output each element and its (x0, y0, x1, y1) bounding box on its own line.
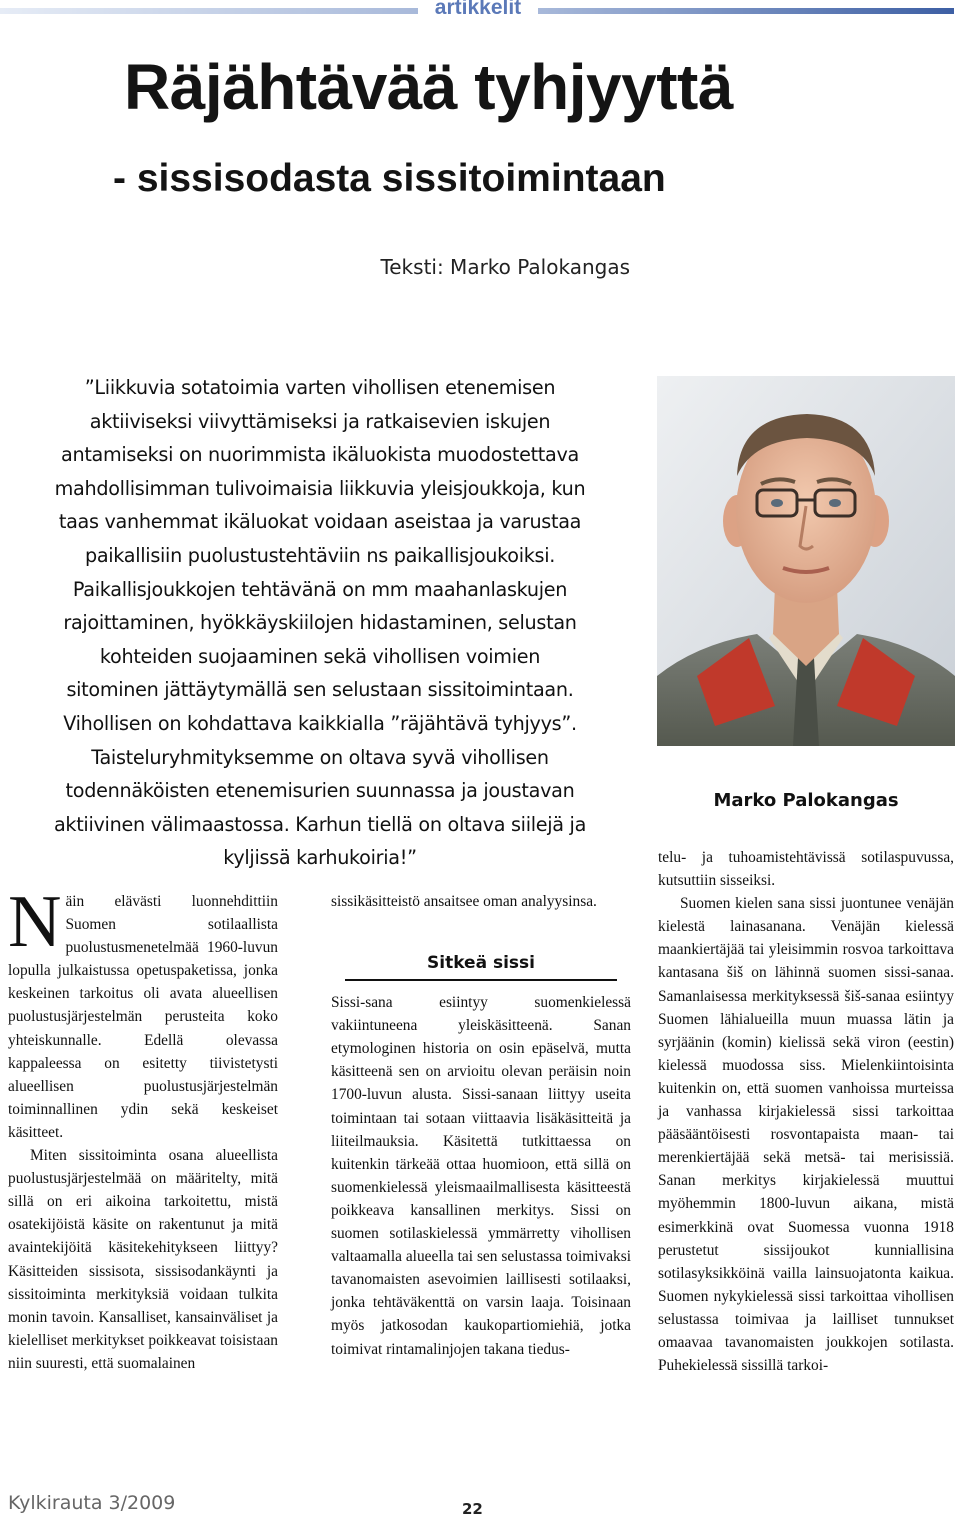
quote-line: aktiiviseksi viivyttämiseksi ja ratkaisevien iskujen (89, 409, 551, 433)
author-portrait (657, 376, 955, 746)
header-bar-right (538, 8, 954, 14)
quote-line: taas vanhemmat ikäluokat voidaan aseistaa ja varustaa (58, 510, 582, 534)
paragraph: telu- ja tuhoamistehtävissä sotilaspuvussa, kutsuttiin sisseiksi. (658, 849, 954, 890)
quote-line: sitominen jättäytymällä sen selustaan sissitoimintaan. (66, 678, 574, 702)
article-column-2 (331, 890, 631, 1361)
paragraph (8, 881, 278, 1144)
portrait-illustration (657, 376, 955, 746)
drop-cap: N (8, 881, 62, 963)
header-bar-left (0, 8, 418, 14)
publication-footer: Kylkirauta 3/2009 (8, 1492, 176, 1514)
paragraph: sissikäsitteistö ansaitsee oman analyysinsa. (331, 893, 597, 910)
page-number: 22 (462, 1500, 483, 1518)
pull-quote (20, 371, 620, 875)
section-label: artikkelit (434, 0, 522, 19)
quote-line: ”Liikkuvia sotatoimia varten vihollisen etenemisen (84, 376, 556, 399)
quote-line: kohteiden suojaaminen sekä vihollisen voimien (99, 644, 541, 668)
quote-line: mahdollisimman tulivoimaisia liikkuvia yleisjoukkoja, kun (54, 476, 586, 500)
article-subtitle: - sissisodasta sissitoimintaan (113, 157, 666, 200)
paragraph: Sissi-sana esiintyy suomenkielessä vakiintuneena yleiskäsitteenä. Sanan etymologinen historia on osin epäselvä, mutta käsitteenä sen on arvioitu olevan peräisin noin 1700-luvun alusta. Sissi-sanaan liittyy useita toimintaan tai sotaan viittaavia lisäkäsitteitä ja liiteilmauksia. Käsitettä tutkittaessa on kuitenkin tärkeää ottaa huomioon, että sillä on suomenkielessä yleismaailmallisesta käsitteestä poikkeava kansallinen merkitys. Sissi on suomen sotilaskielessä ymmärretty vihollisen valtaamalla alueella tai sen selustassa toimivaksi tavanomaisten asevoimien laillisesti sotilaaksi, jonka tehtäväkenttä on varsin laaja. Toisinaan myös jatkosodan kaukopartiomiehiä, jotka toimivat rintamalinjojen takana tiedus- (331, 994, 631, 1358)
heading-rule (345, 979, 617, 981)
article-column-1 (8, 881, 278, 1375)
quote-line: kyljissä karhukoiria!” (223, 846, 417, 870)
quote-line: todennäköisten etenemisurien suunnassa ja joustavan (65, 779, 575, 803)
photo-caption: Marko Palokangas (713, 790, 899, 811)
quote-line: Taisteluryhmityksemme on oltava syvä vihollisen (91, 745, 549, 769)
quote-line: rajoittaminen, hyökkäyskiilojen hidastaminen, selustan (63, 611, 577, 635)
quote-line: aktiivinen välimaastossa. Karhun tiellä on oltava siilejä ja (53, 812, 587, 836)
paragraph-text: äin elävästi luonnehdittiin Suomen sotilaallista puolustusmenetelmää 1960-luvun lopulla julkaistussa opetuspaketissa, jonka keskeinen tarkoitus oli avata alueellisen puolustusjärjestelmän perusteita koko yhteiskunnalle. Edellä olevassa kappaleessa on esitetty tiivistetysti alueellisen puolustusjärjestelmän toiminnallinen ydin sekä keskeiset käsitteet. (8, 893, 278, 1141)
section-heading: Sitkeä sissi (427, 953, 535, 974)
paragraph: Suomen kielen sana sissi juontunee venäjän kielestä lainasanana. Venäjän kielessä maankiertäjää tai yleisimmin rosvoa tarkoittava kantasana šiš on lähinnä suomen sissi-sanaa. Samanlaisessa merkityksessä šiš-sanaa esiintyy Suomen lähialueilla muun muassa lätin ja syrjäänin (komin) kielissä sekä viron (eestin) kielessä muodossa siss. Mielenkiintoisinta kuitenkin on, että suomen vanhoissa murteissa ja vanhassa kirjakielessä sissi tarkoittaa pääsääntöisesti rosvontapaista maan- tai merenkiertäjää sekä metsä- tai merisissiä. Sanan merkitys kirjakielessä muuttui myöhemmin 1800-luvun aikana, mistä esimerkkinä ovat Suomessa vuonna 1918 perustetut sissijoukot kunniallisina sotilasyksikköinä vailla lainsuojatonta kaikua. Suomen nykykielessä sissi tarkoittaa vihollisen selustassa toimivaa ja lailliset tunnukset omaavaa tavanomaisten joukkojen sotilasta. Puhekielessä sissillä tarkoi- (658, 895, 954, 1375)
article-column-3 (658, 846, 954, 1377)
quote-line: paikallisiin puolustustehtäviin ns paikallisjoukoiksi. (84, 543, 556, 567)
paragraph: Miten sissitoiminta osana alueellista puolustusjärjestelmää on määritelty, mitä sillä on eri aikoina tarkoitettu, mistä osatekijöistä käsite on rakentunut ja mitä avaintekijöitä käsitekehitykseen liittyy? Käsitteiden sissisota, sissisodankäynti ja sissitoiminta merkityksiä voidaan tulkita monin tavoin. Kansalliset, kansainväliset ja kielelliset merkitykset poikkeavat toisistaan niin suuresti, että suomalainen (8, 1147, 278, 1372)
byline: Teksti: Marko Palokangas (380, 255, 630, 279)
quote-line: antamiseksi on nuorimmista ikäluokista muodostettava (61, 443, 579, 467)
quote-line: Paikallisjoukkojen tehtävänä on mm maahanlaskujen (72, 577, 568, 601)
article-title: Räjähtävää tyhjyyttä (124, 51, 733, 123)
quote-line: Vihollisen on kohdattava kaikkialla ”räjähtävä tyhjyys”. (63, 711, 577, 735)
